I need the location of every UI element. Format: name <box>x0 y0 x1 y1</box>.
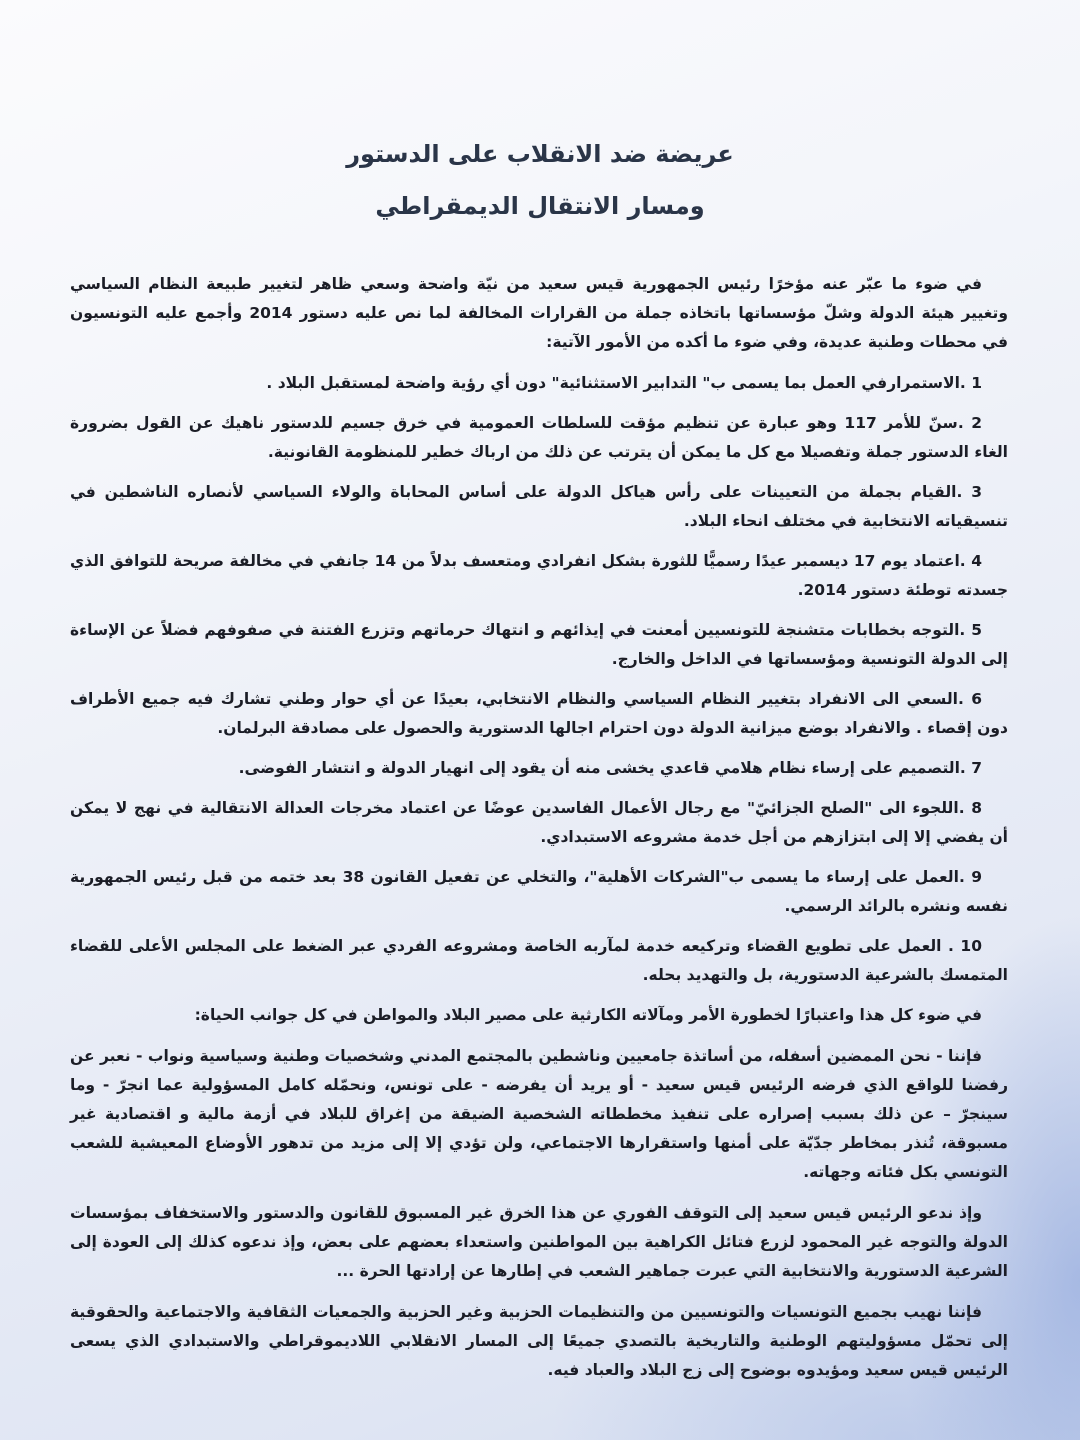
list-item: 1 .الاستمرارفي العمل بما يسمى ب" التدابير الاستثنائية" دون أي رؤية واضحة لمستقبل البلاد . <box>266 374 982 392</box>
document-body <box>70 270 1008 1397</box>
item-text: اللجوء الى "الصلح الجزائيّ" مع رجال الأعمال الفاسدين عوضًا عن اعتماد مخرجات العدالة الانتقالية في نهج لا يمكن أن يفضي إلا إلى ابتزازهم من أجل خدمة مشروعه الاستبدادي. <box>70 799 1008 846</box>
list-item: 2 .سنّ للأمر 117 وهو عبارة عن تنظيم مؤقت للسلطات العمومية في خرق جسيم للدستور ناهيك عن القول بضرورة الغاء الدستور جملة وتفصيلا مع كل ما يمكن أن يترتب عن ذلك من ارباك خطير للمنظومة القانونية. <box>70 414 1008 461</box>
item-text: التصميم على إرساء نظام هلامي قاعدي يخشى منه أن يقود إلى انهيار الدولة و انتشار الفوضى. <box>238 759 960 777</box>
appeal-paragraph: فإننا نهيب بجميع التونسيات والتونسيين من والتنظيمات الحزبية وغير الحزبية والجمعيات الثقافية والاجتماعية والحقوقية إلى تحمّل مسؤوليتهم الوطنية والتاريخية بالتصدي جميعًا إلى المسار الانقلابي اللاديموقراطي والاستبدادي الذي يسعى الرئيس قيس سعيد ومؤيدوه بوضوح إلى زج البلاد والعباد فيه. <box>70 1303 1008 1379</box>
list-item: 8 .اللجوء الى "الصلح الجزائيّ" مع رجال الأعمال الفاسدين عوضًا عن اعتماد مخرجات العدالة الانتقالية في نهج لا يمكن أن يفضي إلا إلى ابتزازهم من أجل خدمة مشروعه الاستبدادي. <box>70 799 1008 846</box>
list-item: 3 .القيام بجملة من التعيينات على رأس هياكل الدولة على أساس المحاباة والولاء السياسي لأنصاره الناشطين في تنسيقياته الانتخابية في مختلف انحاء البلاد. <box>70 483 1008 530</box>
item-number: 1 <box>971 374 982 392</box>
item-number: 7 <box>971 759 982 777</box>
document-title <box>0 128 1080 232</box>
title-line-1: عريضة ضد الانقلاب على الدستور <box>346 140 734 168</box>
item-text: السعي الى الانفراد بتغيير النظام السياسي والنظام الانتخابي، بعيدًا عن أي حوار وطني تشارك فيه جميع الأطراف دون إقصاء . والانفراد بوضع ميزانية الدولة دون احترام اجالها الدستورية والحصول على مصادقة البرلمان. <box>70 690 1008 737</box>
item-text: التوجه بخطابات متشنجة للتونسيين أمعنت في إيذائهم و انتهاك حرماتهم وتزرع الفتنة في صفوفهم فضلاً عن الإساءة إلى الدولة التونسية ومؤسساتها في الداخل والخارج. <box>70 621 1008 668</box>
item-number: 4 <box>971 552 982 570</box>
list-item: 10 . العمل على تطويع القضاء وتركيعه خدمة لمآربه الخاصة ومشروعه الفردي عبر الضغط على المجلس الأعلى للقضاء المتمسك بالشرعية الدستورية، بل والتهديد بحله. <box>70 937 1008 984</box>
item-text: القيام بجملة من التعيينات على رأس هياكل الدولة على أساس المحاباة والولاء السياسي لأنصاره الناشطين في تنسيقياته الانتخابية في مختلف انحاء البلاد. <box>70 483 1008 530</box>
item-number: 8 <box>971 799 982 817</box>
item-text: سنّ للأمر 117 وهو عبارة عن تنظيم مؤقت للسلطات العمومية في خرق جسيم للدستور ناهيك عن القول بضرورة الغاء الدستور جملة وتفصيلا مع كل ما يمكن أن يترتب عن ذلك من ارباك خطير للمنظومة القانونية. <box>70 414 1008 461</box>
item-text: العمل على إرساء ما يسمى ب"الشركات الأهلية"، والتخلي عن تفعيل القانون 38 بعد ختمه من قبل رئيس الجمهورية نفسه ونشره بالرائد الرسمي. <box>70 868 1008 915</box>
item-number: 5 <box>971 621 982 639</box>
item-text: اعتماد يوم 17 ديسمبر عيدًا رسميًّا للثورة بشكل انفرادي ومتعسف بدلاً من 14 جانفي في مخالفة صريحة للتوافق الذي جسدته توطئة دستور 2014. <box>70 552 1008 599</box>
item-text: الاستمرارفي العمل بما يسمى ب" التدابير الاستثنائية" دون أي رؤية واضحة لمستقبل البلاد . <box>266 374 960 392</box>
item-number: 3 <box>971 483 982 501</box>
list-item: 5 .التوجه بخطابات متشنجة للتونسيين أمعنت في إيذائهم و انتهاك حرماتهم وتزرع الفتنة في صفوفهم فضلاً عن الإساءة إلى الدولة التونسية ومؤسساتها في الداخل والخارج. <box>70 621 1008 668</box>
list-item: 4 .اعتماد يوم 17 ديسمبر عيدًا رسميًّا للثورة بشكل انفرادي ومتعسف بدلاً من 14 جانفي في مخالفة صريحة للتوافق الذي جسدته توطئة دستور 2014. <box>70 552 1008 599</box>
list-item: 7 .التصميم على إرساء نظام هلامي قاعدي يخشى منه أن يقود إلى انهيار الدولة و انتشار الفوضى. <box>238 759 982 777</box>
item-number: 2 <box>971 414 982 432</box>
list-item: 9 .العمل على إرساء ما يسمى ب"الشركات الأهلية"، والتخلي عن تفعيل القانون 38 بعد ختمه من قبل رئيس الجمهورية نفسه ونشره بالرائد الرسمي. <box>70 868 1008 915</box>
transition-paragraph: في ضوء كل هذا واعتبارًا لخطورة الأمر ومآلاته الكارثية على مصير البلاد والمواطن في كل جوانب الحياة: <box>194 1006 982 1024</box>
statement-paragraph: فإننا - نحن الممضين أسفله، من أساتذة جامعيين وناشطين بالمجتمع المدني وشخصيات وطنية وسياسية ونواب - نعبر عن رفضنا للواقع الذي فرضه الرئيس قيس سعيد - أو يريد أن يفرضه - على تونس، ونحمّله كامل المسؤولية عما انجرّ - وما سينجرّ – عن ذلك بسبب إصراره على تنفيذ مخططاته الشخصية الضيقة من إغراق للبلاد في أزمة مالية و اقتصادية غير مسبوقة، تُنذر بمخاطر جدّيّة على أمنها واستقرارها الاجتماعي، ولن تؤدي إلا إلى مزيد من تدهور الأوضاع المعيشية للشعب التونسي بكل فئاته وجهاته. <box>70 1047 1008 1181</box>
item-number: 6 <box>971 690 982 708</box>
item-text: العمل على تطويع القضاء وتركيعه خدمة لمآربه الخاصة ومشروعه الفردي عبر الضغط على المجلس الأعلى للقضاء المتمسك بالشرعية الدستورية، بل والتهديد بحله. <box>70 937 1008 984</box>
title-line-2: ومسار الانتقال الديمقراطي <box>375 192 705 220</box>
item-number: 9 <box>971 868 982 886</box>
item-number: 10 <box>960 937 982 955</box>
intro-paragraph: في ضوء ما عبّر عنه مؤخرًا رئيس الجمهورية قيس سعيد من نيّة واضحة وسعي ظاهر لتغيير طبيعة النظام السياسي وتغيير هيئة الدولة وشلّ مؤسساتها باتخاذه جملة من القرارات المخالفة لما نص عليه دستور 2014 وأجمع عليه التونسيون في محطات وطنية عديدة، وفي ضوء ما أكده من الأمور الآتية: <box>70 275 1008 351</box>
call-paragraph: وإذ ندعو الرئيس قيس سعيد إلى التوقف الفوري عن هذا الخرق غير المسبوق للقانون والدستور والاستخفاف بمؤسسات الدولة والتوجه غير المحمود لزرع فتائل الكراهية بين المواطنين واستعداء بعضهم على بعض، وإذ ندعوه كذلك إلى العودة إلى الشرعية الدستورية والانتخابية التي عبرت جماهير الشعب في إطارها عن إرادتها الحرة ... <box>70 1204 1008 1280</box>
list-item: 6 .السعي الى الانفراد بتغيير النظام السياسي والنظام الانتخابي، بعيدًا عن أي حوار وطني تشارك فيه جميع الأطراف دون إقصاء . والانفراد بوضع ميزانية الدولة دون احترام اجالها الدستورية والحصول على مصادقة البرلمان. <box>70 690 1008 737</box>
